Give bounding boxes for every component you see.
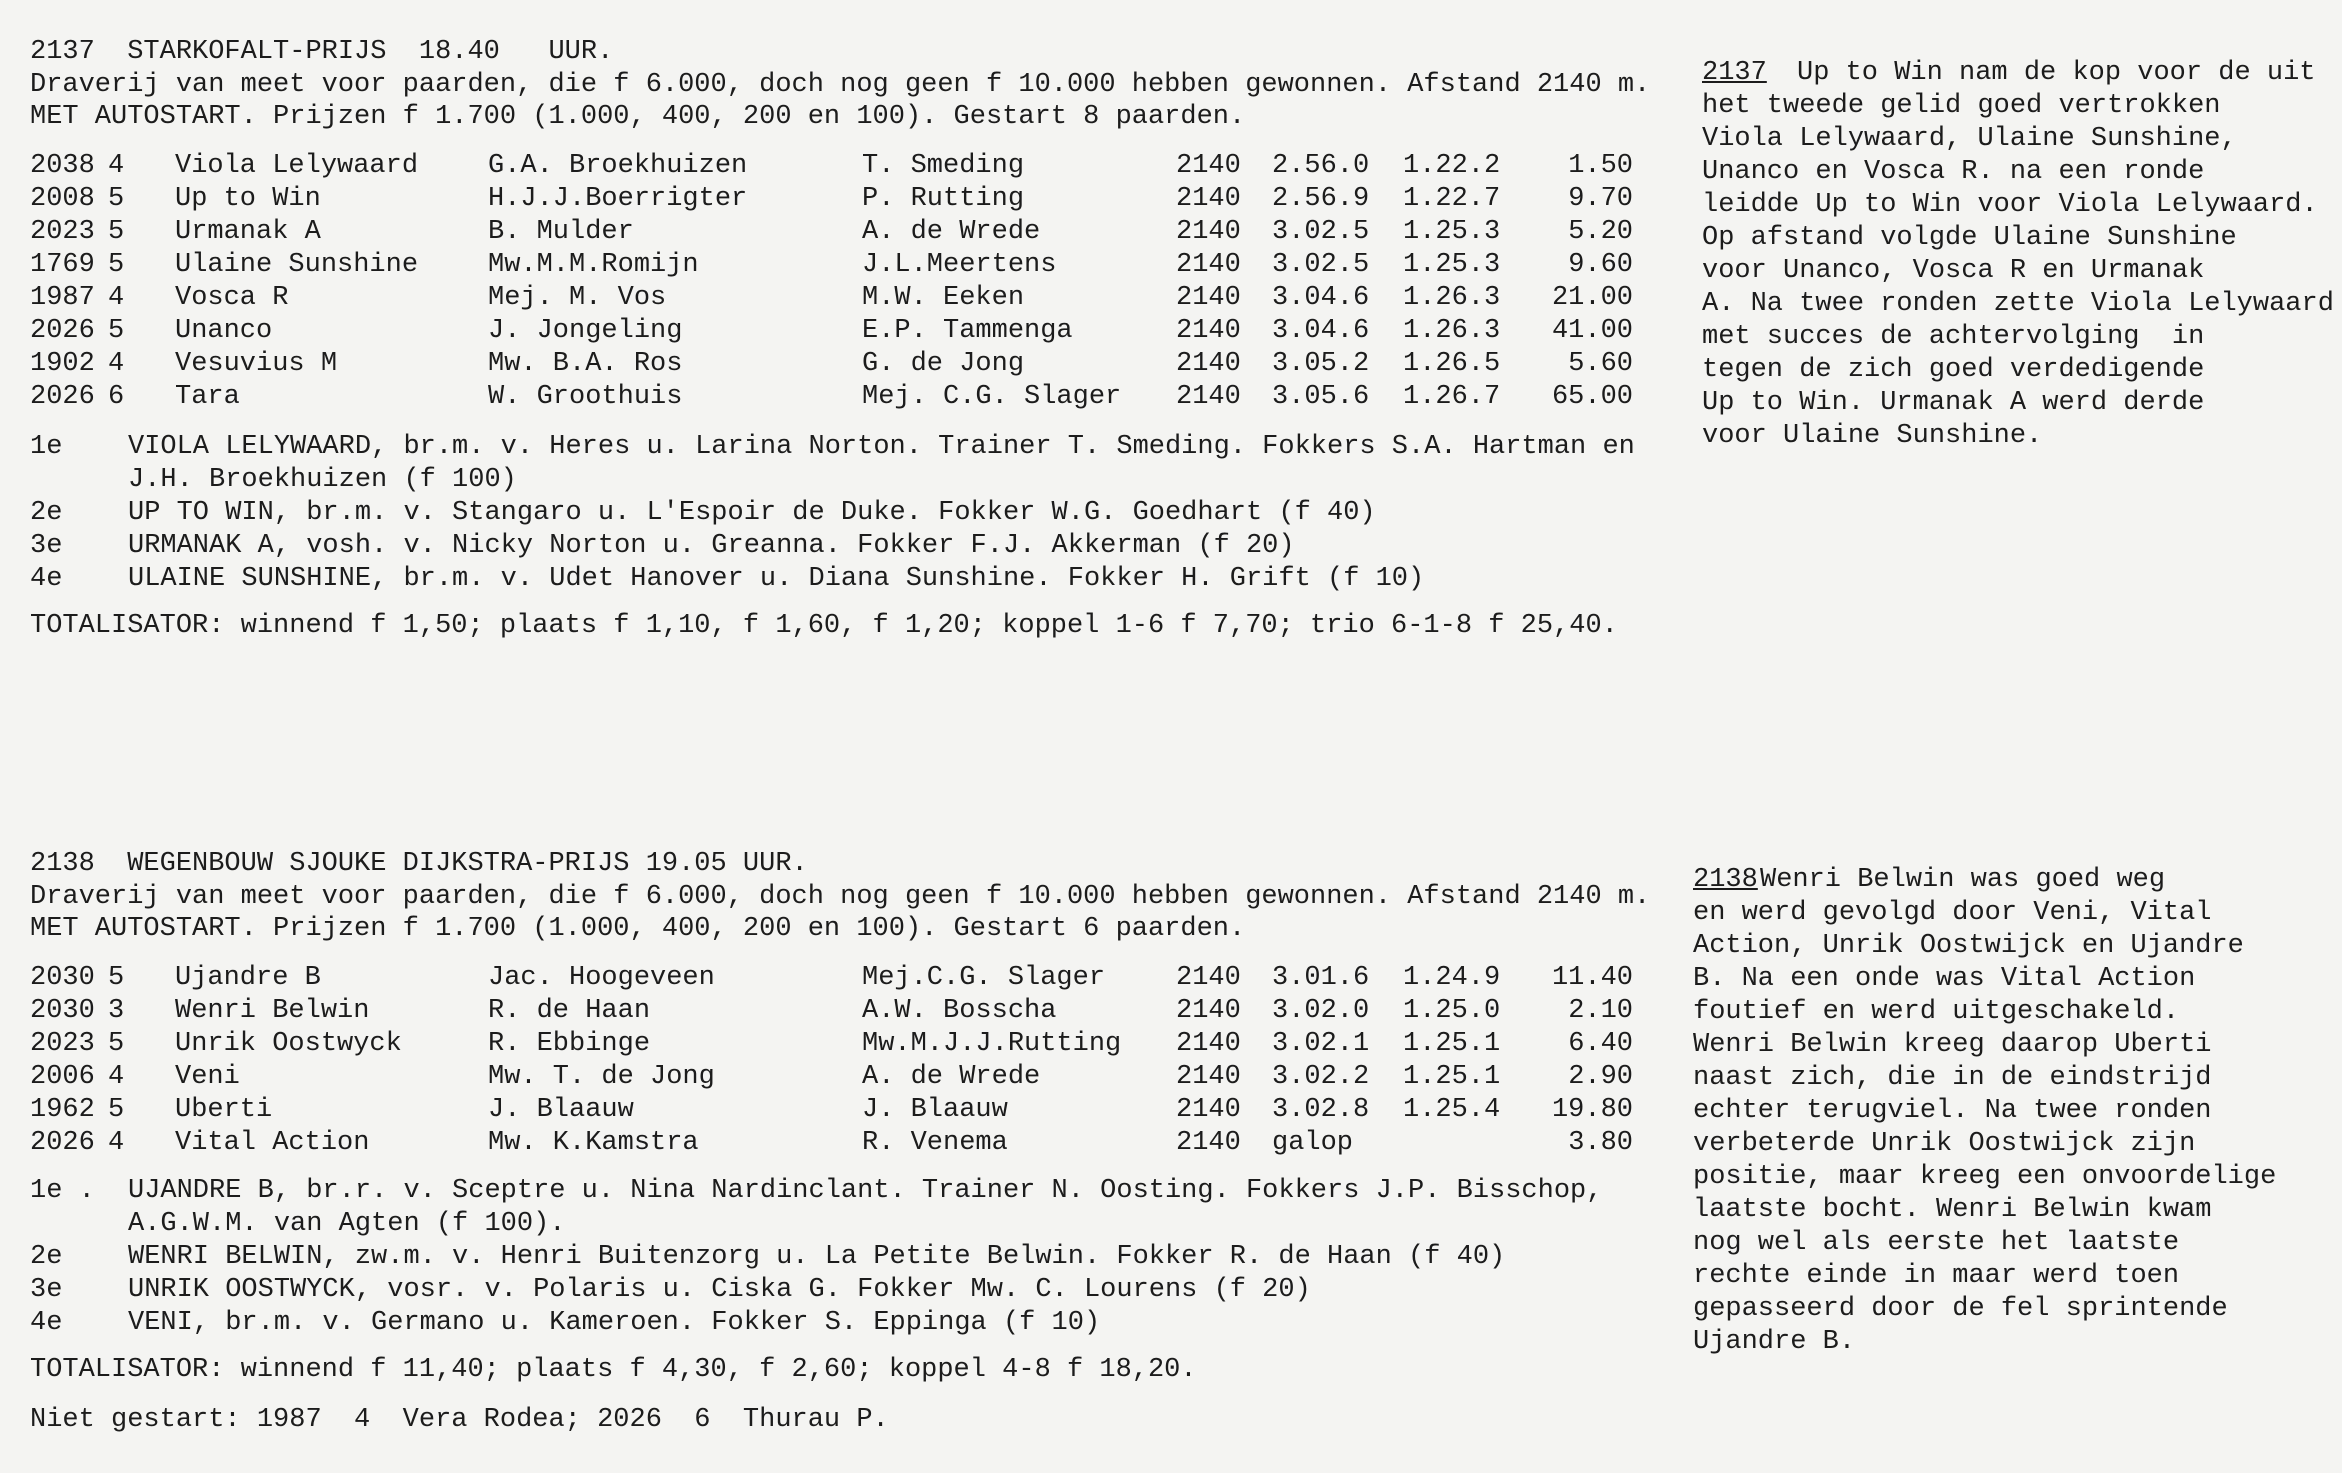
placing-text: A.G.W.M. van Agten (f 100).: [128, 1209, 566, 1239]
distance: 2140: [1176, 349, 1241, 379]
race-report-line: Up to Win nam de kop voor de uit: [1797, 58, 2316, 88]
km-time: 1.25.1: [1403, 1062, 1501, 1092]
totalisator: TOTALISATOR: winnend f 11,40; plaats f 4,30, f 2,60; koppel 4-8 f 18,20.: [30, 1355, 1197, 1385]
time: 3.02.5: [1272, 217, 1370, 247]
time: 3.05.6: [1272, 382, 1370, 412]
time: galop: [1272, 1128, 1354, 1158]
placing-position: 1e .: [30, 1176, 95, 1206]
trainer: G. de Jong: [862, 349, 1025, 379]
placing-position: 4e: [30, 564, 63, 594]
age: 5: [108, 217, 125, 247]
odds: 19.80: [1551, 1095, 1633, 1125]
horse-name: Wenri Belwin: [175, 996, 370, 1026]
time: 3.05.2: [1272, 349, 1370, 379]
placing-position: 4e: [30, 1308, 63, 1338]
driver: J. Blaauw: [488, 1095, 634, 1125]
race-report-line: B. Na een onde was Vital Action: [1693, 964, 2196, 994]
distance: 2140: [1176, 1062, 1241, 1092]
driver: B. Mulder: [488, 217, 634, 247]
driver: Mej. M. Vos: [488, 283, 667, 313]
race-number: 2023: [30, 1029, 95, 1059]
odds: 1.50: [1568, 151, 1633, 181]
age: 4: [108, 349, 125, 379]
placing-text: J.H. Broekhuizen (f 100): [128, 465, 517, 495]
race-report-line: Op afstand volgde Ulaine Sunshine: [1702, 223, 2237, 253]
distance: 2140: [1176, 283, 1241, 313]
time: 3.02.8: [1272, 1095, 1370, 1125]
trainer: E.P. Tammenga: [862, 316, 1073, 346]
race-report-line: Ujandre B.: [1693, 1327, 1856, 1357]
km-time: 1.26.3: [1403, 283, 1501, 313]
driver: Mw. T. de Jong: [488, 1062, 715, 1092]
distance: 2140: [1176, 382, 1241, 412]
report-number: 2138: [1693, 865, 1758, 895]
distance: 2140: [1176, 316, 1241, 346]
race-number: 2026: [30, 382, 95, 412]
placing-text: UP TO WIN, br.m. v. Stangaro u. L'Espoir de Duke. Fokker W.G. Goedhart (f 40): [128, 498, 1376, 528]
distance: 2140: [1176, 963, 1241, 993]
race-report-line: Wenri Belwin was goed weg: [1760, 865, 2166, 895]
race-number: 2030: [30, 963, 95, 993]
placing-text: ULAINE SUNSHINE, br.m. v. Udet Hanover u. Diana Sunshine. Fokker H. Grift (f 10): [128, 564, 1425, 594]
trainer: A.W. Bosscha: [862, 996, 1057, 1026]
trainer: M.W. Eeken: [862, 283, 1025, 313]
placing-position: 3e: [30, 531, 63, 561]
trainer: P. Rutting: [862, 184, 1025, 214]
distance: 2140: [1176, 1029, 1241, 1059]
time: 3.01.6: [1272, 963, 1370, 993]
driver: H.J.J.Boerrigter: [488, 184, 748, 214]
race-header: 2138 WEGENBOUW SJOUKE DIJKSTRA-PRIJS 19.05 UUR.: [30, 849, 808, 879]
trainer: Mej. C.G. Slager: [862, 382, 1122, 412]
odds: 6.40: [1568, 1029, 1633, 1059]
race-conditions: MET AUTOSTART. Prijzen f 1.700 (1.000, 400, 200 en 100). Gestart 8 paarden.: [30, 102, 1246, 132]
time: 3.02.2: [1272, 1062, 1370, 1092]
distance: 2140: [1176, 996, 1241, 1026]
age: 5: [108, 250, 125, 280]
age: 4: [108, 151, 125, 181]
race-number: 2030: [30, 996, 95, 1026]
driver: Mw. K.Kamstra: [488, 1128, 699, 1158]
race-report-line: A. Na twee ronden zette Viola Lelywaard: [1702, 289, 2334, 319]
race-report-line: naast zich, die in de eindstrijd: [1693, 1063, 2212, 1093]
race-number: 2008: [30, 184, 95, 214]
race-number: 2038: [30, 151, 95, 181]
race-report-line: leidde Up to Win voor Viola Lelywaard.: [1702, 190, 2318, 220]
km-time: 1.25.3: [1403, 217, 1501, 247]
totalisator: TOTALISATOR: winnend f 1,50; plaats f 1,10, f 1,60, f 1,20; koppel 1-6 f 7,70; trio 6-1-8 f 25,40.: [30, 611, 1618, 641]
trainer: A. de Wrede: [862, 217, 1041, 247]
race-report-line: foutief en werd uitgeschakeld.: [1693, 997, 2180, 1027]
race-report-line: verbeterde Unrik Oostwijck zijn: [1693, 1129, 2196, 1159]
horse-name: Unanco: [175, 316, 273, 346]
time: 3.02.0: [1272, 996, 1370, 1026]
odds: 9.60: [1568, 250, 1633, 280]
race-report-line: voor Ulaine Sunshine.: [1702, 421, 2043, 451]
horse-name: Uberti: [175, 1095, 273, 1125]
odds: 41.00: [1551, 316, 1633, 346]
placing-text: UNRIK OOSTWYCK, vosr. v. Polaris u. Ciska G. Fokker Mw. C. Lourens (f 20): [128, 1275, 1311, 1305]
placing-text: WENRI BELWIN, zw.m. v. Henri Buitenzorg u. La Petite Belwin. Fokker R. de Haan (f 40): [128, 1242, 1506, 1272]
race-header: 2137 STARKOFALT-PRIJS 18.40 UUR.: [30, 37, 614, 67]
race-number: 2006: [30, 1062, 95, 1092]
age: 5: [108, 184, 125, 214]
km-time: 1.26.3: [1403, 316, 1501, 346]
trainer: R. Venema: [862, 1128, 1008, 1158]
horse-name: Ulaine Sunshine: [175, 250, 419, 280]
race-conditions: Draverij van meet voor paarden, die f 6.000, doch nog geen f 10.000 hebben gewonnen. Afstand 2140 m.: [30, 70, 1651, 100]
race-report-line: Up to Win. Urmanak A werd derde: [1702, 388, 2205, 418]
age: 5: [108, 316, 125, 346]
distance: 2140: [1176, 1095, 1241, 1125]
distance: 2140: [1176, 250, 1241, 280]
distance: 2140: [1176, 184, 1241, 214]
horse-name: Vesuvius M: [175, 349, 338, 379]
age: 5: [108, 963, 125, 993]
driver: Jac. Hoogeveen: [488, 963, 715, 993]
driver: Mw.M.M.Romijn: [488, 250, 699, 280]
time: 2.56.0: [1272, 151, 1370, 181]
driver: J. Jongeling: [488, 316, 683, 346]
horse-name: Ujandre B: [175, 963, 321, 993]
driver: G.A. Broekhuizen: [488, 151, 748, 181]
placing-text: VENI, br.m. v. Germano u. Kameroen. Fokker S. Eppinga (f 10): [128, 1308, 1101, 1338]
race-report-line: Unanco en Vosca R. na een ronde: [1702, 157, 2205, 187]
distance: 2140: [1176, 151, 1241, 181]
trainer: Mw.M.J.J.Rutting: [862, 1029, 1122, 1059]
race-report-line: en werd gevolgd door Veni, Vital: [1693, 898, 2212, 928]
placing-text: VIOLA LELYWAARD, br.m. v. Heres u. Larina Norton. Trainer T. Smeding. Fokkers S.A. Hartman en: [128, 432, 1635, 462]
distance: 2140: [1176, 217, 1241, 247]
placing-position: 1e: [30, 432, 63, 462]
horse-name: Veni: [175, 1062, 240, 1092]
km-time: 1.22.7: [1403, 184, 1501, 214]
race-number: 2026: [30, 316, 95, 346]
race-report-line: met succes de achtervolging in: [1702, 322, 2205, 352]
odds: 2.90: [1568, 1062, 1633, 1092]
km-time: 1.25.3: [1403, 250, 1501, 280]
age: 4: [108, 1128, 125, 1158]
odds: 5.60: [1568, 349, 1633, 379]
race-conditions: Draverij van meet voor paarden, die f 6.000, doch nog geen f 10.000 hebben gewonnen. Afstand 2140 m.: [30, 882, 1651, 912]
horse-name: Vosca R: [175, 283, 289, 313]
driver: R. Ebbinge: [488, 1029, 651, 1059]
horse-name: Tara: [175, 382, 240, 412]
km-time: 1.22.2: [1403, 151, 1501, 181]
race-report-line: gepasseerd door de fel sprintende: [1693, 1294, 2228, 1324]
horse-name: Up to Win: [175, 184, 321, 214]
trainer: T. Smeding: [862, 151, 1025, 181]
race-report-line: positie, maar kreeg een onvoordelige: [1693, 1162, 2277, 1192]
km-time: 1.25.1: [1403, 1029, 1501, 1059]
race-report-line: echter terugviel. Na twee ronden: [1693, 1096, 2212, 1126]
placing-text: URMANAK A, vosh. v. Nicky Norton u. Greanna. Fokker F.J. Akkerman (f 20): [128, 531, 1295, 561]
placing-position: 3e: [30, 1275, 63, 1305]
driver: Mw. B.A. Ros: [488, 349, 683, 379]
horse-name: Urmanak A: [175, 217, 321, 247]
race-report-line: Viola Lelywaard, Ulaine Sunshine,: [1702, 124, 2237, 154]
age: 5: [108, 1029, 125, 1059]
odds: 65.00: [1551, 382, 1633, 412]
race-number: 2026: [30, 1128, 95, 1158]
age: 6: [108, 382, 125, 412]
race-report-line: Action, Unrik Oostwijck en Ujandre: [1693, 931, 2244, 961]
race-conditions: MET AUTOSTART. Prijzen f 1.700 (1.000, 400, 200 en 100). Gestart 6 paarden.: [30, 914, 1246, 944]
trainer: A. de Wrede: [862, 1062, 1041, 1092]
race-report-line: voor Unanco, Vosca R en Urmanak: [1702, 256, 2205, 286]
time: 3.02.1: [1272, 1029, 1370, 1059]
odds: 21.00: [1551, 283, 1633, 313]
race-report-line: het tweede gelid goed vertrokken: [1702, 91, 2221, 121]
placing-position: 2e: [30, 1242, 63, 1272]
report-number: 2137: [1702, 58, 1767, 88]
race-report-line: laatste bocht. Wenri Belwin kwam: [1693, 1195, 2212, 1225]
odds: 5.20: [1568, 217, 1633, 247]
race-number: 2023: [30, 217, 95, 247]
race-report-line: tegen de zich goed verdedigende: [1702, 355, 2205, 385]
odds: 11.40: [1551, 963, 1633, 993]
age: 5: [108, 1095, 125, 1125]
age: 4: [108, 1062, 125, 1092]
km-time: 1.24.9: [1403, 963, 1501, 993]
trainer: J. Blaauw: [862, 1095, 1008, 1125]
odds: 3.80: [1568, 1128, 1633, 1158]
time: 3.02.5: [1272, 250, 1370, 280]
trainer: J.L.Meertens: [862, 250, 1057, 280]
time: 3.04.6: [1272, 316, 1370, 346]
driver: W. Groothuis: [488, 382, 683, 412]
odds: 9.70: [1568, 184, 1633, 214]
race-number: 1902: [30, 349, 95, 379]
km-time: 1.25.4: [1403, 1095, 1501, 1125]
time: 3.04.6: [1272, 283, 1370, 313]
race-report-line: rechte einde in maar werd toen: [1693, 1261, 2180, 1291]
age: 4: [108, 283, 125, 313]
age: 3: [108, 996, 125, 1026]
horse-name: Viola Lelywaard: [175, 151, 419, 181]
trainer: Mej.C.G. Slager: [862, 963, 1106, 993]
km-time: 1.26.7: [1403, 382, 1501, 412]
race-number: 1962: [30, 1095, 95, 1125]
placing-text: UJANDRE B, br.r. v. Sceptre u. Nina Nardinclant. Trainer N. Oosting. Fokkers J.P. Bisschop,: [128, 1176, 1603, 1206]
distance: 2140: [1176, 1128, 1241, 1158]
race-number: 1987: [30, 283, 95, 313]
km-time: 1.26.5: [1403, 349, 1501, 379]
time: 2.56.9: [1272, 184, 1370, 214]
horse-name: Unrik Oostwyck: [175, 1029, 402, 1059]
not-started: Niet gestart: 1987 4 Vera Rodea; 2026 6 Thurau P.: [30, 1405, 889, 1435]
odds: 2.10: [1568, 996, 1633, 1026]
placing-position: 2e: [30, 498, 63, 528]
km-time: 1.25.0: [1403, 996, 1501, 1026]
race-report-line: nog wel als eerste het laatste: [1693, 1228, 2180, 1258]
driver: R. de Haan: [488, 996, 651, 1026]
horse-name: Vital Action: [175, 1128, 370, 1158]
race-number: 1769: [30, 250, 95, 280]
race-report-line: Wenri Belwin kreeg daarop Uberti: [1693, 1030, 2212, 1060]
